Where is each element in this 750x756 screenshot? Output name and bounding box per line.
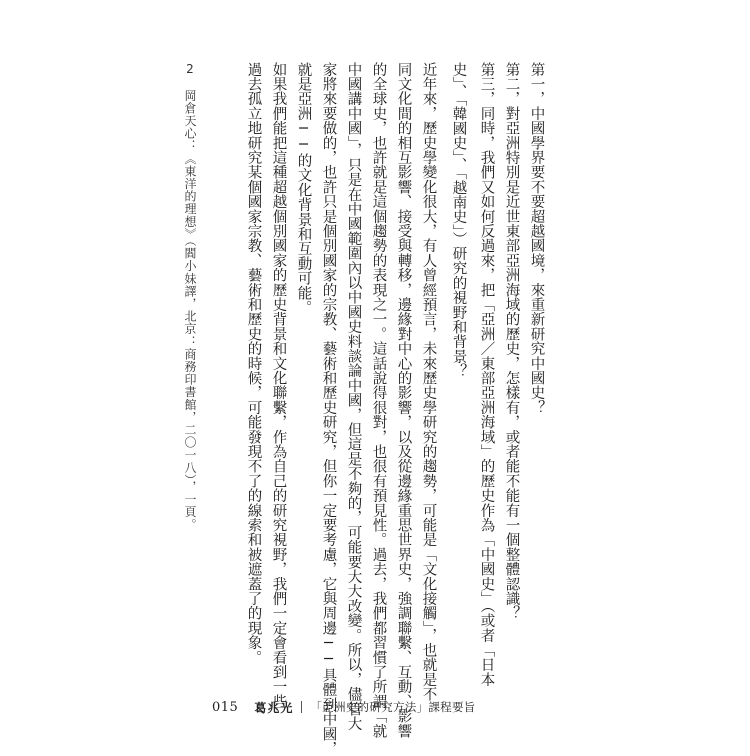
footnote: 2 岡倉天心：《東洋的理想》（閻小妹譯，北京：商務印書館，二〇一八），一頁。 (183, 62, 197, 531)
body-text-line: 近年來，歷史學變化很大，有人曾經預言，未來歷史學研究的趨勢，可能是「文化接觸」，也就是不 (420, 62, 437, 702)
body-text-line: 家將來要做的，也許只是個別國家的宗教、藝術和歷史研究，但你一定要考慮，它與周邊──具體到中國， (320, 62, 337, 756)
body-text-line: 中國講中國」，只是在中國範圍內以中國史料談論中國，但這是不夠的，可能要大大改變。所以，儘管大 (345, 62, 362, 731)
question-line: 第三，同時，我們又如何反過來，把「亞洲／東部亞洲海域」的歷史作為「中國史」（或者「日本 (478, 62, 495, 687)
footer-divider (301, 701, 302, 713)
running-title: 「亞洲史的研究方法」課程要旨 (310, 700, 476, 714)
body-text-line: 就是亞洲──的文化背景和互動可能。 (295, 62, 312, 315)
body-text-line: 同文化間的相互影響、接受與轉移，邊緣對中心的影響，以及從邊緣重思世界史，強調聯繫、互動、影響 (395, 62, 412, 739)
page-footer (212, 697, 476, 717)
question-line: 第二，對亞洲特別是近世東部亞洲海域的歷史，怎樣有，或者能不能有一個整體認識？ (503, 62, 520, 621)
running-author: 葛兆光 (254, 700, 294, 715)
body-text-line: 過去孤立地研究某個國家宗教、藝術和歷史的時候，可能發現不了的線索和被遮蓋了的現象。 (245, 62, 262, 665)
body-text-line: 如果我們能把這種超越個別國家的歷史背景和文化聯繫，作為自己的研究視野，我們一定會看到一些 (270, 62, 287, 709)
question-line: 史」、「韓國史」、「越南史」）研究的視野和背景？ (450, 62, 467, 379)
question-line: 第一，中國學界要不要超越國境，來重新研究中國史？ (528, 62, 545, 415)
page-number: 015 (212, 699, 239, 715)
body-text-line: 的全球史，也許就是這個趨勢的表現之一。這話說得很對，也很有預見性。過去，我們都習慣了所謂「就 (370, 62, 387, 739)
